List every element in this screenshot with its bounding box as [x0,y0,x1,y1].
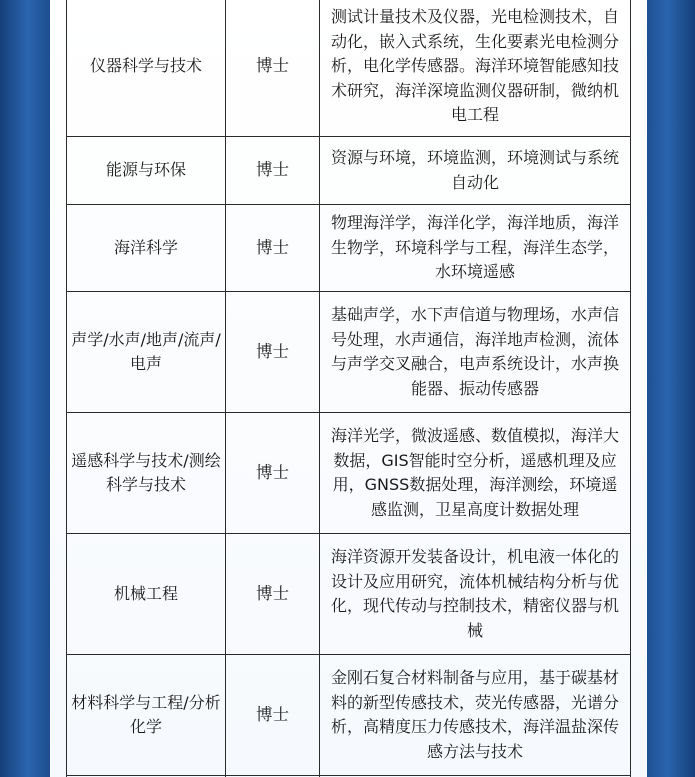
major-cell: 能源与环保 [67,137,226,205]
major-cell: 海洋科学 [67,205,226,292]
research-directions-cell: 海洋光学，微波遥感、数值模拟，海洋大数据，GIS智能时空分析，遥感机理及应用，GNSS数据处理，海洋测绘，环境遥感监测，卫星高度计数据处理 [320,413,631,534]
degree-cell: 博士 [226,205,320,292]
major-cell: 声学/水声/地声/流声/电声 [67,292,226,413]
degree-cell: 博士 [226,534,320,655]
degree-cell: 博士 [226,137,320,205]
table-row [67,0,631,137]
research-directions-cell: 物理海洋学，海洋化学，海洋地质，海洋生物学，环境科学与工程，海洋生态学，水环境遥感 [320,205,631,292]
right-border-panel [645,0,695,777]
degree-cell: 博士 [226,292,320,413]
table-row [67,655,631,776]
degree-cell: 博士 [226,413,320,534]
major-cell: 材料科学与工程/分析化学 [67,655,226,776]
recruitment-sheet [50,0,647,777]
table-row [67,205,631,292]
table-row [67,292,631,413]
research-directions-cell: 测试计量技术及仪器，光电检测技术，自动化，嵌入式系统，生化要素光电检测分析，电化学传感器。海洋环境智能感知技术研究，海洋深境监测仪器研制，微纳机电工程 [320,0,631,137]
table-row [67,137,631,205]
major-cell: 仪器科学与技术 [67,0,226,137]
degree-cell: 博士 [226,0,320,137]
majors-table [66,0,631,777]
research-directions-cell: 基础声学，水下声信道与物理场，水声信号处理，水声通信，海洋地声检测，流体与声学交叉融合，电声系统设计，水声换能器、振动传感器 [320,292,631,413]
degree-cell: 博士 [226,655,320,776]
research-directions-cell: 资源与环境，环境监测，环境测试与系统自动化 [320,137,631,205]
research-directions-cell: 金刚石复合材料制备与应用，基于碳基材料的新型传感技术，荧光传感器，光谱分析，高精度压力传感技术，海洋温盐深传感方法与技术 [320,655,631,776]
table-row [67,413,631,534]
left-border-panel [0,0,50,777]
table-row [67,534,631,655]
major-cell: 机械工程 [67,534,226,655]
research-directions-cell: 海洋资源开发装备设计，机电液一体化的设计及应用研究，流体机械结构分析与优化，现代传动与控制技术，精密仪器与机械 [320,534,631,655]
major-cell: 遥感科学与技术/测绘科学与技术 [67,413,226,534]
